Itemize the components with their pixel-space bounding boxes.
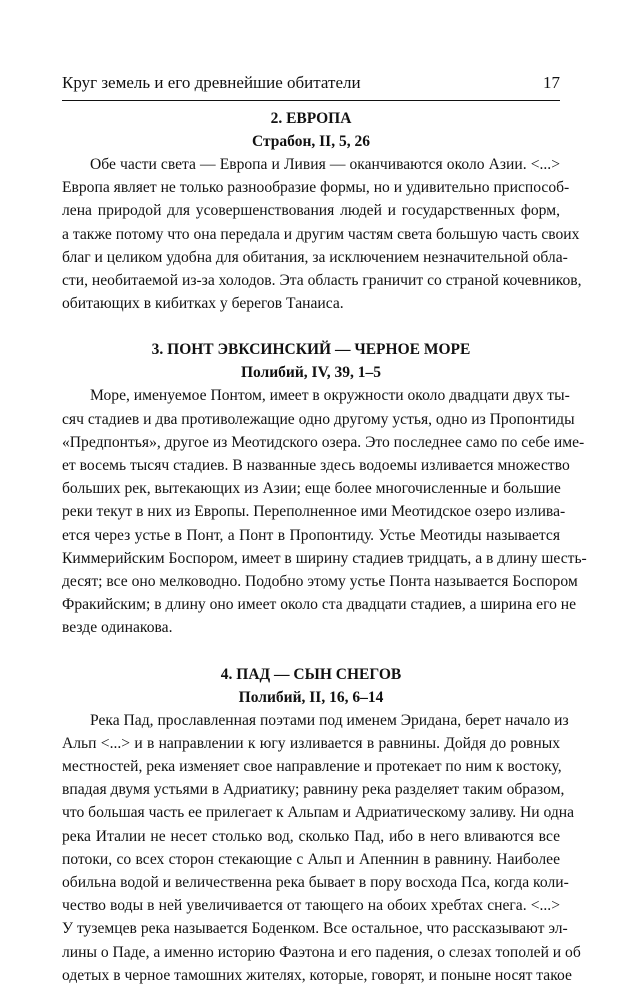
text-line: что большая часть ее прилегает к Альпам и Адриатическому заливу. Ни одна [62, 804, 575, 822]
running-title: Круг земель и его древнейшие обитатели [62, 73, 361, 92]
section-source: Полибий, II, 16, 6–14 [238, 688, 384, 706]
text-line: Обе части света — Европа и Ливия — оканчиваются около Азии. <...> [90, 156, 560, 173]
text-line: лины о Паде, а именно историю Фаэтона и его падения, о слезах тополей и об [62, 943, 581, 961]
text-line: а также потому что она передала и другим частям света большую часть своих [62, 225, 580, 243]
text-line: десят; все оно мелководно. Подобно этому устье Понта называется Боспором [62, 573, 578, 591]
text-line: впадая двумя устьями в Адриатику; равнину река разделяет таким образом, [62, 781, 565, 799]
text-line: Европа являет не только разнообразие формы, но и удивительно приспособ- [62, 179, 570, 197]
text-line: сти, необитаемой из-за холодов. Эта область граничит со страной кочевников, [62, 272, 582, 290]
text-line: чество воды в ней увеличивается от тающего на обоих хребтах снега. <...> [62, 897, 560, 915]
book-page [62, 0, 587, 1000]
page-number: 17 [543, 73, 560, 92]
text-line: потоки, со всех сторон стекающие с Альп и Апеннин в равнину. Наиболее [62, 850, 560, 868]
text-line: лена природой для усовершенствования людей и государственных форм, [62, 202, 560, 220]
section-source: Страбон, II, 5, 26 [252, 133, 370, 150]
section-title: 2. ЕВРОПА [270, 110, 352, 127]
text-line: ет восемь тысяч стадиев. В названные здесь водоемы изливается множество [62, 457, 570, 475]
running-head [62, 71, 560, 95]
text-line: ется через устье в Понт, а Понт в Пропонтиду. Устье Меотиды называется [62, 526, 560, 544]
page-content [62, 107, 587, 987]
text-line: одетых в черное тамошних жителях, которые, говорят, и поныне носят такое [62, 966, 572, 984]
text-line: везде одинакова. [62, 619, 173, 637]
section-text [62, 709, 581, 987]
section-pad [62, 663, 581, 987]
header-rule [62, 100, 560, 101]
text-line: обитающих в кибитках у берегов Танаиса. [62, 295, 344, 313]
text-line: Фракийским; в длину оно имеет около ста двадцати стадиев, а ширина его не [62, 596, 577, 614]
section-title: 3. ПОНТ ЭВКСИНСКИЙ — ЧЕРНОЕ МОРЕ [151, 341, 471, 359]
text-line: сяч стадиев и два противолежащие одно другому устья, одно из Пропонтиды [62, 410, 575, 428]
text-line: река Италии не несет столько вод, сколько Пад, ибо в него вливаются все [62, 827, 560, 845]
text-line: Река Пад, прославленная поэтами под именем Эридана, берет начало из [90, 711, 569, 729]
text-line: реки текут в них из Европы. Переполненное ими Меотидское озеро излива- [62, 503, 566, 521]
text-line: местностей, река изменяет свое направление и протекает по ним к востоку, [62, 758, 562, 776]
section-gap [62, 315, 560, 338]
text-line: больших рек, вытекающих из Азии; еще более многочисленные и большие [62, 480, 561, 498]
text-line: Море, именуемое Понтом, имеет в окружности около двадцати двух ты- [90, 387, 570, 405]
text-line: благ и целиком удобна для обитания, за исключением незначительной обла- [62, 248, 568, 266]
section-title: 4. ПАД — СЫН СНЕГОВ [220, 665, 402, 683]
section-text [62, 153, 582, 315]
section-source: Полибий, IV, 39, 1–5 [240, 364, 382, 382]
section-pontus [62, 338, 587, 639]
text-line: Альп <...> и в направлении к югу изливается в равнины. Дойдя до ровных [62, 734, 560, 752]
section-europe [62, 107, 582, 315]
text-line: Киммерийским Боспором, имеет в ширину стадиев тридцать, а в длину шесть- [62, 549, 587, 567]
text-line: У туземцев река называется Боденком. Все остальное, что рассказывают эл- [62, 920, 568, 938]
text-line: «Предпонтья», другое из Меотидского озера. Это последнее само по себе име- [62, 433, 585, 451]
text-line: обильна водой и величественна река бывает в пору восхода Пса, когда коли- [62, 874, 569, 892]
section-gap [62, 640, 560, 663]
section-text [62, 384, 587, 639]
